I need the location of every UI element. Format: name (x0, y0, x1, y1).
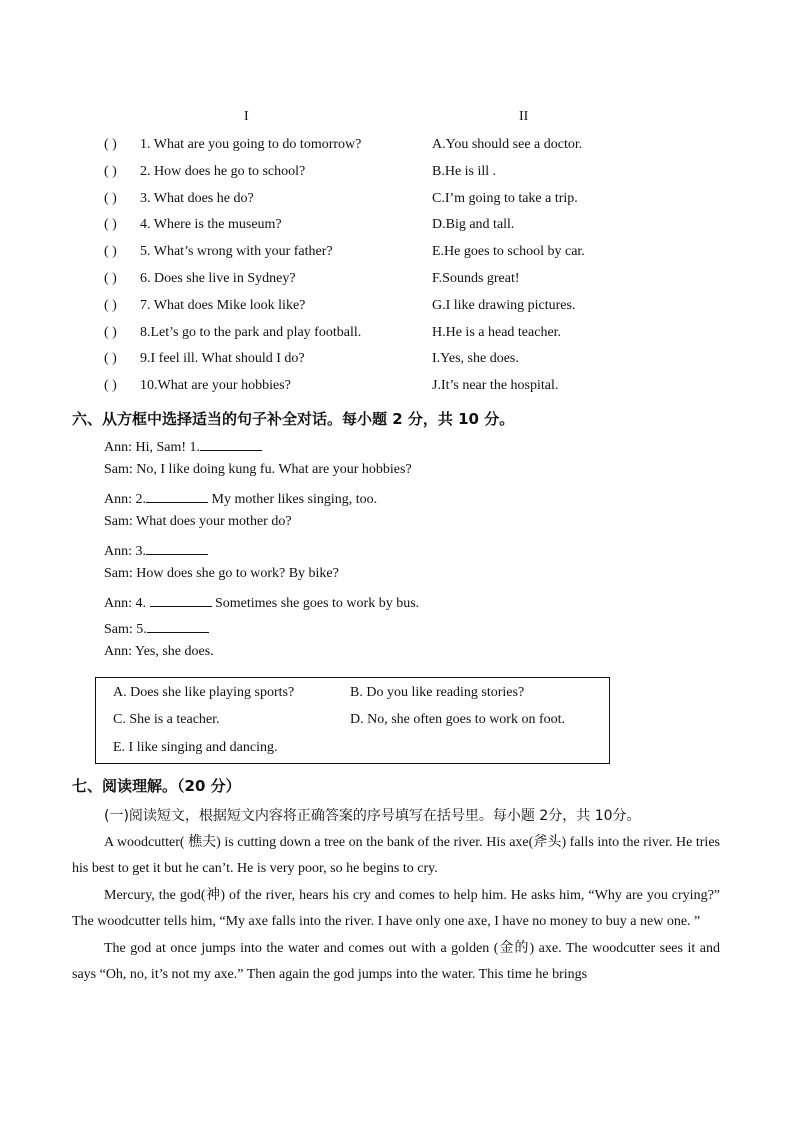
answer-blank[interactable] (146, 540, 208, 555)
dialogue-text-after-blank: My mother likes singing, too. (208, 492, 378, 507)
option-c: C. She is a teacher. (113, 712, 220, 727)
dialogue-line (104, 644, 214, 660)
option-e: E. I like singing and dancing. (113, 740, 278, 755)
question-text: 9.I feel ill. What should I do? (140, 351, 305, 367)
dialogue-line (104, 592, 419, 612)
question-text: 1. What are you going to do tomorrow? (140, 137, 362, 152)
dialogue-line (104, 514, 292, 530)
question-text: 5. What’s wrong with your father? (140, 244, 333, 260)
answer-blank[interactable] (147, 618, 209, 633)
dialogue-text: Sam: 5. (104, 622, 147, 637)
column-header-ii: II (519, 109, 529, 124)
question-text: 7. What does Mike look like? (140, 297, 306, 313)
dialogue-text: Ann: 2. (104, 492, 146, 507)
answer-bracket[interactable]: ( ) (104, 163, 117, 179)
passage-paragraph-3: The god at once jumps into the water and comes out with a golden (金的) axe. The woodcutter sees it and says “Oh, no, it’s not my axe.” Then again the god jumps into the water. This time he brings (72, 940, 720, 982)
option-a: A. Does she like playing sports? (113, 685, 295, 700)
answer-option-text: E.He goes to school by car. (432, 244, 585, 260)
answer-bracket[interactable]: ( ) (104, 378, 117, 394)
question-text: 4. Where is the museum? (140, 217, 282, 233)
dialogue-text: Sam: How does she go to work? By bike? (104, 566, 339, 581)
answer-option-text: D.Big and tall. (432, 217, 515, 233)
answer-bracket[interactable]: ( ) (104, 217, 117, 233)
answer-option-text: J.It’s near the hospital. (432, 378, 559, 394)
question-text: 6. Does she live in Sydney? (140, 271, 296, 286)
dialogue-text: Ann: 3. (104, 544, 146, 559)
matching-row (104, 164, 624, 186)
matching-row (104, 191, 624, 213)
column-header-i: I (244, 109, 249, 124)
question-text: 10.What are your hobbies? (140, 378, 291, 394)
answer-bracket[interactable]: ( ) (104, 244, 117, 260)
matching-row (104, 378, 624, 400)
answer-blank[interactable] (200, 436, 262, 451)
reading-passage (72, 803, 720, 989)
matching-row (104, 325, 624, 347)
answer-bracket[interactable]: ( ) (104, 297, 117, 313)
passage-paragraph-1: A woodcutter( 樵夫) is cutting down a tree on the bank of the river. His axe(斧头) falls into the river. He tries his best to get it but he can’t. He is very poor, so he begins to cry. (72, 834, 720, 876)
answer-option-text: G.I like drawing pictures. (432, 297, 576, 313)
passage-paragraph-2: Mercury, the god(神) of the river, hears his cry and comes to help him. He asks him, “Why are you crying?” The woodcutter tells him, “My axe falls into the river. I have only one axe, I have no money to buy a new one. ” (72, 887, 720, 929)
matching-row (104, 244, 624, 266)
answer-bracket[interactable]: ( ) (104, 271, 117, 286)
section-6-title: 六、从方框中选择适当的句子补全对话。每小题 2 分，共 10 分。 (72, 410, 515, 428)
dialogue-line (104, 540, 208, 560)
matching-row (104, 137, 624, 159)
answer-bracket[interactable]: ( ) (104, 351, 117, 367)
option-b: B. Do you like reading stories? (350, 685, 525, 700)
matching-row (104, 298, 624, 320)
dialogue-text: Ann: Hi, Sam! 1. (104, 440, 201, 455)
dialogue-text-after-blank: Sometimes she goes to work by bus. (211, 596, 420, 611)
option-d: D. No, she often goes to work on foot. (350, 712, 566, 727)
dialogue-line (104, 618, 209, 638)
dialogue-line (104, 436, 262, 456)
dialogue-line (104, 488, 377, 508)
question-text: 3. What does he do? (140, 190, 254, 206)
answer-bracket[interactable]: ( ) (104, 324, 117, 340)
answer-bracket[interactable]: ( ) (104, 190, 117, 206)
dialogue-text: Ann: Yes, she does. (104, 644, 214, 659)
dialogue-line (104, 566, 339, 582)
answer-option-text: C.I’m going to take a trip. (432, 190, 578, 206)
reading-instruction: (一)阅读短文，根据短文内容将正确答案的序号填写在括号里。每小题 2分，共 10分。 (104, 808, 641, 824)
dialogue-text: Sam: No, I like doing kung fu. What are your hobbies? (104, 462, 412, 477)
answer-bracket[interactable]: ( ) (104, 137, 117, 152)
matching-row (104, 351, 624, 373)
answer-option-text: F.Sounds great! (432, 271, 520, 286)
dialogue-line (104, 462, 412, 478)
matching-row (104, 217, 624, 239)
answer-blank[interactable] (146, 488, 208, 503)
answer-option-text: B.He is ill . (432, 163, 497, 179)
answer-option-text: H.He is a head teacher. (432, 324, 562, 340)
dialogue-text: Ann: 4. (104, 596, 150, 611)
options-box (95, 677, 610, 764)
question-text: 8.Let’s go to the park and play football. (140, 324, 362, 340)
question-text: 2. How does he go to school? (140, 163, 306, 179)
dialogue-text: Sam: What does your mother do? (104, 514, 292, 529)
answer-option-text: I.Yes, she does. (432, 351, 519, 367)
matching-row (104, 271, 624, 293)
answer-blank[interactable] (150, 592, 212, 607)
section-7-title: 七、阅读理解。（20 分） (72, 777, 241, 795)
answer-option-text: A.You should see a doctor. (432, 137, 583, 152)
